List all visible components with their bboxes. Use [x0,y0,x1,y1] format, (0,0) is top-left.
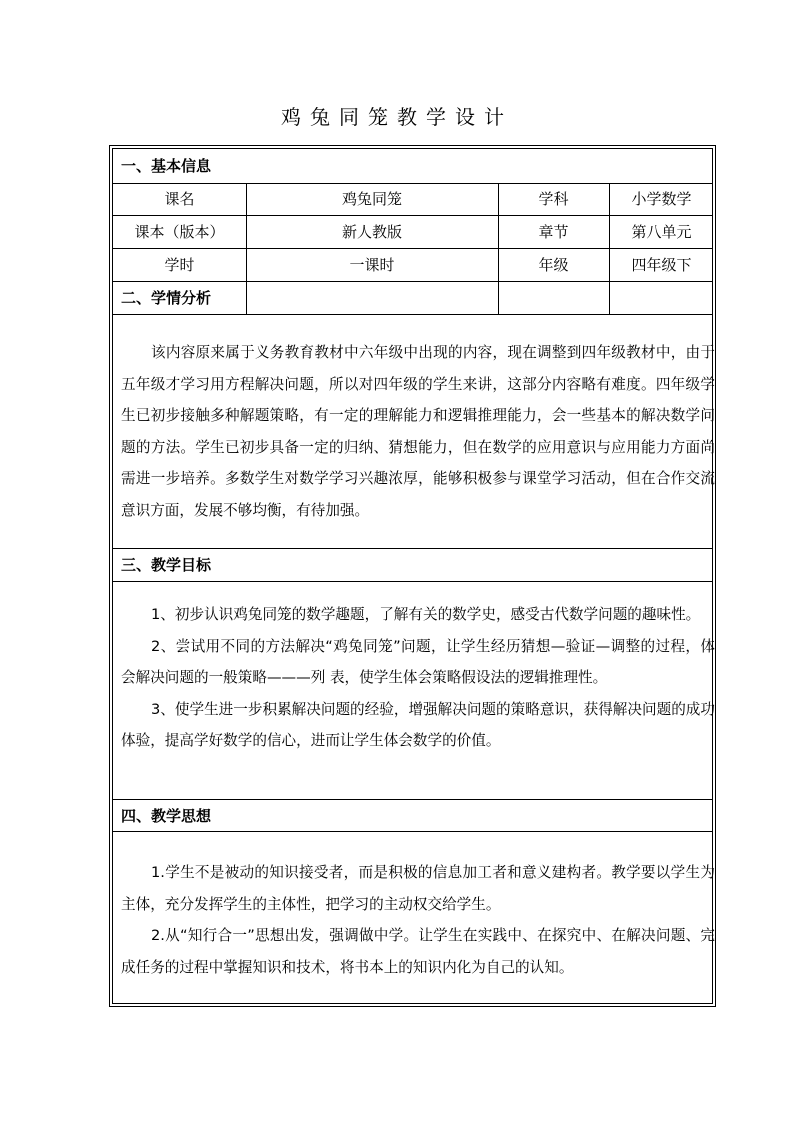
row-divider [113,581,712,582]
cell-label-subject: 学科 [538,190,569,208]
cell-value-hours: 一课时 [349,256,395,274]
thought-item: 2.从“知行合一”思想出发，强调做中学。让学生在实践中、在探究中、在解决问题、完成任务的过程中掌握知识和技术，将书本上的知识内化为自己的认知。 [121,927,715,976]
section-heading-thought: 四、教学思想 [121,807,212,825]
cell-value-textbook: 新人教版 [341,223,402,241]
thought-item: 1.学生不是被动的知识接受者，而是积极的信息加工者和意义建构者。教学要以学生为主体，充分发挥学生的主体性，把学习的主动权交给学生。 [121,864,715,913]
lesson-plan-table [109,145,716,1007]
cell-label-chapter: 章节 [538,223,569,241]
cell-value-course: 鸡兔同笼 [341,190,402,208]
section-heading-basic-info: 一、基本信息 [121,157,212,175]
goal-item: 3、使学生进一步积累解决问题的经验，增强解决问题的策略意识，获得解决问题的成功体验，提高学好数学的信心，进而让学生体会数学的价值。 [121,700,715,749]
cell-value-chapter: 第八单元 [631,223,692,241]
thought-list [113,857,715,983]
row-divider [113,314,712,315]
cell-value-subject: 小学数学 [631,190,692,208]
goals-list [113,599,715,757]
cell-label-hours: 学时 [164,256,195,274]
cell-label-grade: 年级 [538,256,569,274]
cell-value-grade: 四年级下 [631,256,692,274]
section-heading-analysis: 二、学情分析 [121,289,212,307]
goal-item: 2、尝试用不同的方法解决“鸡兔同笼”问题，让学生经历猜想—验证—调整的过程，体会解决问题的一般策略———列 表，使学生体会策略假设法的逻辑推理性。 [121,637,715,686]
section-heading-goals: 三、教学目标 [121,556,212,574]
analysis-paragraph: 该内容原来属于义务教育教材中六年级中出现的内容，现在调整到四年级教材中，由于五年级才学习用方程解决问题，所以对四年级的学生来讲，这部分内容略有难度。四年级学生已初步接触多种解题策略，有一定的理解能力和逻辑推理能力，会一些基本的解决数学问题的方法。学生已初步具备一定的归纳、猜想能力，但在数学的应用意识与应用能力方面尚需进一步培养。多数学生对数学学习兴趣浓厚，能够积极参与课堂学习活动，但在合作交流意识方面，发展不够均衡，有待加强。 [121,344,715,519]
table-inner-border [112,148,713,1004]
cell-label-course: 课名 [164,190,195,208]
goal-item: 1、初步认识鸡兔同笼的数学趣题，了解有关的数学史，感受古代数学问题的趣味性。 [151,606,701,623]
cell-label-textbook: 课本（版本） [134,223,225,241]
page-title: 鸡兔同笼教学设计 [281,105,513,129]
